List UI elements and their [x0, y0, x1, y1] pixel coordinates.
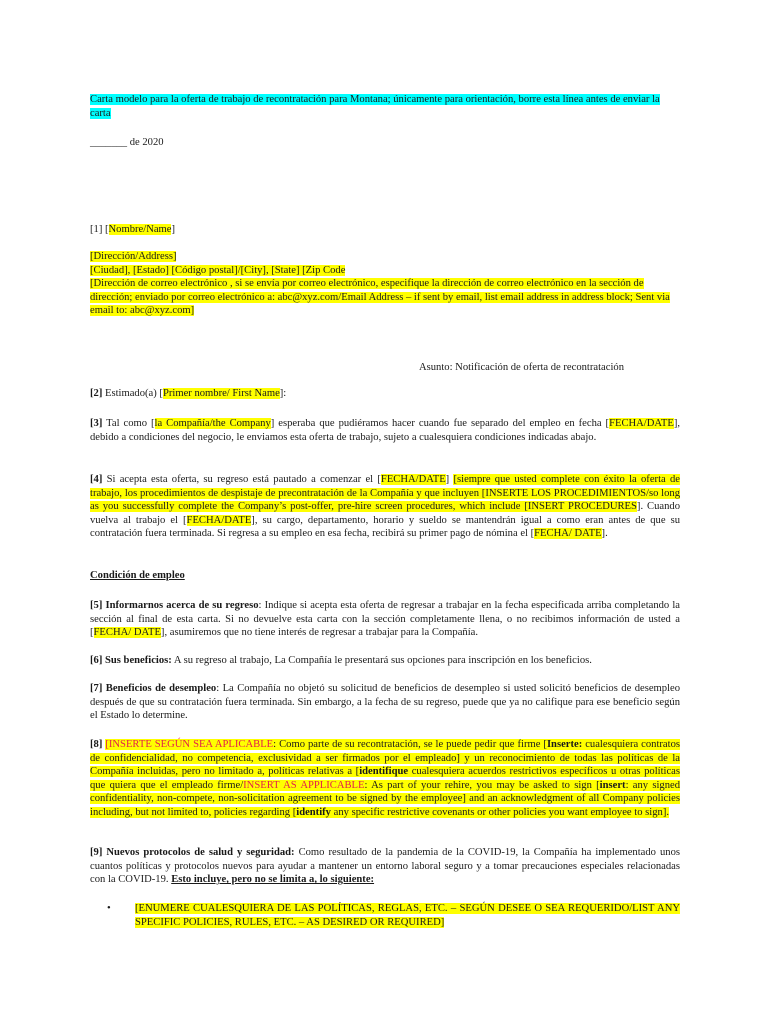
city-line: [Ciudad], [Estado] [Código postal]/[City], [State] [Zip Code	[90, 264, 346, 276]
guide-line	[90, 93, 680, 120]
paragraph-9: [9] Nuevos protocolos de salud y seguridad: Como resultado de la pandemia de la COVID-19, la Compañía ha implementado unos cuantos políticas y protocolos nuevos para ayudar a mantener un entorno laboral seguro y a tomar precauciones especiales relacionadas con la COVID-19. Esto incluye, pero no se limita a, lo siguiente:	[90, 847, 680, 886]
paragraph-6: [6] Sus beneficios: A su regreso al trabajo, La Compañía le presentará sus opciones para inscripción en los beneficios.	[90, 655, 592, 666]
subject-line: Asunto: Notificación de oferta de recontratación	[418, 362, 624, 373]
paragraph-4: [4] Si acepta esta oferta, su regreso está pautado a comenzar el [FECHA/DATE] [siempre que usted complete con éxito la oferta de trabajo, los procedimientos de despistaje de precontratación de la Compañía y que incluyen [INSERTE LOS PROCEDIMIENTOS/so long as you successfully complete the Company’s post-offer, pre-hire screen procedures, which include [INSERT PROCEDURES]. Cuando vuelva al trabajo el [FECHA/DATE], su cargo, departamento, horario y sueldo se mantendrán igual a como eran antes de que su contratación fuera terminada. Si regresa a su empleo en esa fecha, recibirá su primer pago de nómina el [FECHA/ DATE].	[90, 474, 680, 540]
section-heading: Condición de empleo	[90, 570, 185, 581]
address-line: [Dirección/Address]	[90, 251, 177, 262]
recipient-address	[90, 250, 680, 318]
guide-line-text: Carta modelo para la oferta de trabajo de recontratación para Montana; únicamente para orientación, borre esta línea antes de enviar la carta	[90, 94, 660, 119]
bullet-icon: •	[107, 903, 111, 914]
paragraph-5: [5] Informarnos acerca de su regreso: Indique si acepta esta oferta de regresar a trabajar en la fecha especificada arriba completando la sección al final de esta carta. Si no devuelve esta carta con la sección completamente llena, o no recibimos información de usted a [FECHA/ DATE], asumiremos que no tiene interés de regresar a trabajar para la Compañía.	[90, 600, 680, 639]
email-block: [Dirección de correo electrónico , si se envía por correo electrónico, especifique la dirección de correo electrónico en la sección de dirección; enviado por correo electrónico a: abc@xyz.com/Email Address – if sent by email, list email address in address block; Sent via email to: abc@xyz.com]	[90, 278, 670, 317]
date-line: _______ de 2020	[90, 137, 164, 148]
paragraph-7: [7] Beneficios de desempleo: La Compañía no objetó su solicitud de beneficios de desempleo si usted solicitó beneficios de desempleo después de que su contratación fuera terminada. Sin embargo, a la fecha de su regreso, puede que ya no califique para ese beneficio según el Estado lo determine.	[90, 683, 680, 722]
bullet-item: [ENUMERE CUALESQUIERA DE LAS POLÍTICAS, REGLAS, ETC. – SEGÚN DESEE O SEA REQUERIDO/LIST ANY SPECIFIC POLICIES, RULES, ETC. – AS DESIRED OR REQUIRED]	[135, 903, 680, 928]
first-name: Primer nombre/ First Name	[162, 388, 280, 399]
recipient-name-line: [1] [Nombre/Name]	[90, 224, 176, 235]
greeting: [2] Estimado(a) [Primer nombre/ First Name]:	[90, 388, 287, 399]
recipient-name: Nombre/Name	[108, 224, 172, 235]
paragraph-8: [8] [INSERTE SEGÚN SEA APLICABLE: Como parte de su recontratación, se le puede pedir que firme [Inserte: cualesquiera contratos de confidencialidad, no competencia, exclusividad a ser firmados por el empleado] y un reconocimiento de todas las políticas de la Compañía incluidas, pero no limitado a, políticas relativas a [identifique cualesquiera acuerdos restrictivos específicos u otras políticas que quiera que el empleado firme/INSERT AS APPLICABLE: As part of your rehire, you may be asked to sign [insert: any signed confidentiality, non-compete, non-solicitation agreement to be signed by the employee] and an acknowledgment of all Company policies including, but not limited to, policies regarding [identify any specific restrictive covenants or other policies you want employee to sign].	[90, 739, 681, 818]
paragraph-3: [3] Tal como [la Compañía/the Company] esperaba que pudiéramos hacer cuando fue separado del empleo en fecha [FECHA/DATE], debido a condiciones del negocio, le enviamos esta oferta de trabajo, sujeto a cualesquiera condiciones indicadas abajo.	[90, 418, 681, 443]
